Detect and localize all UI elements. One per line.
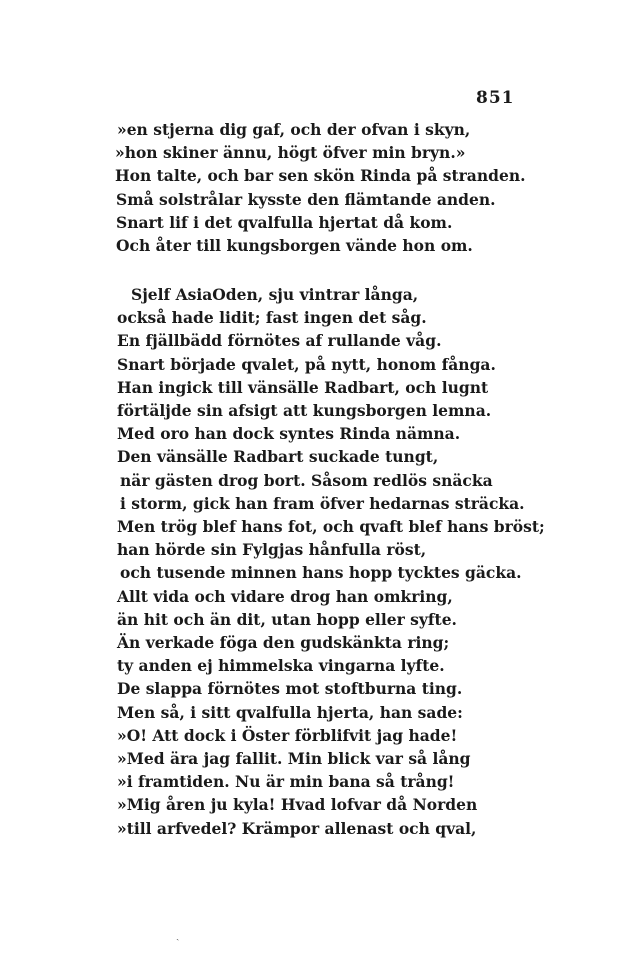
verse-line: han hörde sin Fylgjas hånfulla röst,	[117, 540, 427, 560]
verse-line: De slappa förnötes mot stoftburna ting.	[117, 679, 463, 699]
verse-line: En fjällbädd förnötes af rullande våg.	[117, 331, 442, 351]
stanza-2	[0, 283, 632, 840]
verse-line: Han ingick till vänsälle Radbart, och lugnt	[117, 377, 489, 397]
verse-line: »i framtiden. Nu är min bana så trång!	[117, 772, 455, 792]
print-speck: ˎ	[176, 930, 180, 941]
verse-line: Snart lif i det qvalfulla hjertat då kom.	[116, 212, 453, 232]
verse-line: när gästen drog bort. Såsom redlös snäcka	[120, 470, 493, 490]
verse-line: Men så, i sitt qvalfulla hjerta, han sade:	[117, 702, 463, 722]
verse-line: Snart började qvalet, på nytt, honom fånga.	[117, 354, 496, 374]
verse-line: förtäljde sin afsigt att kungsborgen lemna.	[117, 401, 492, 421]
verse-line: »Med ära jag fallit. Min blick var så lång	[117, 749, 471, 769]
verse-line: Allt vida och vidare drog han omkring,	[117, 586, 453, 606]
verse-line: Med oro han dock syntes Rinda nämna.	[117, 424, 461, 444]
verse-line: Små solstrålar kysste den flämtande anden.	[116, 189, 496, 209]
verse-line: »hon skiner ännu, högt öfver min bryn.»	[115, 143, 466, 163]
page-number: 851	[476, 88, 515, 108]
verse-line: »O! Att dock i Öster förblifvit jag hade!	[117, 725, 458, 745]
verse-line: Än verkade föga den gudskänkta ring;	[117, 633, 450, 653]
verse-line: än hit och än dit, utan hopp eller syfte.	[117, 609, 457, 629]
verse-line: ty anden ej himmelska vingarna lyfte.	[117, 656, 445, 676]
verse-line: och tusende minnen hans hopp tycktes gäcka.	[120, 563, 522, 583]
verse-line: »Mig åren ju kyla! Hvad lofvar då Norden	[117, 795, 478, 815]
verse-line: Hon talte, och bar sen skön Rinda på stranden.	[115, 166, 526, 186]
verse-line: i storm, gick han fram öfver hedarnas sträcka.	[120, 493, 525, 513]
verse-line: Men trög blef hans fot, och qvaft blef hans bröst;	[117, 517, 545, 537]
verse-line: Den vänsälle Radbart suckade tungt,	[117, 447, 439, 467]
verse-line: Och åter till kungsborgen vände hon om.	[116, 236, 473, 256]
stanza-1	[0, 118, 632, 257]
verse-line: »en stjerna dig gaf, och der ofvan i skyn,	[117, 120, 471, 139]
verse-line: »till arfvedel? Krämpor allenast och qval,	[117, 818, 477, 838]
verse-line: också hade lidit; fast ingen det såg.	[117, 308, 427, 328]
verse-line: Sjelf AsiaOden, sju vintrar långa,	[131, 285, 419, 304]
